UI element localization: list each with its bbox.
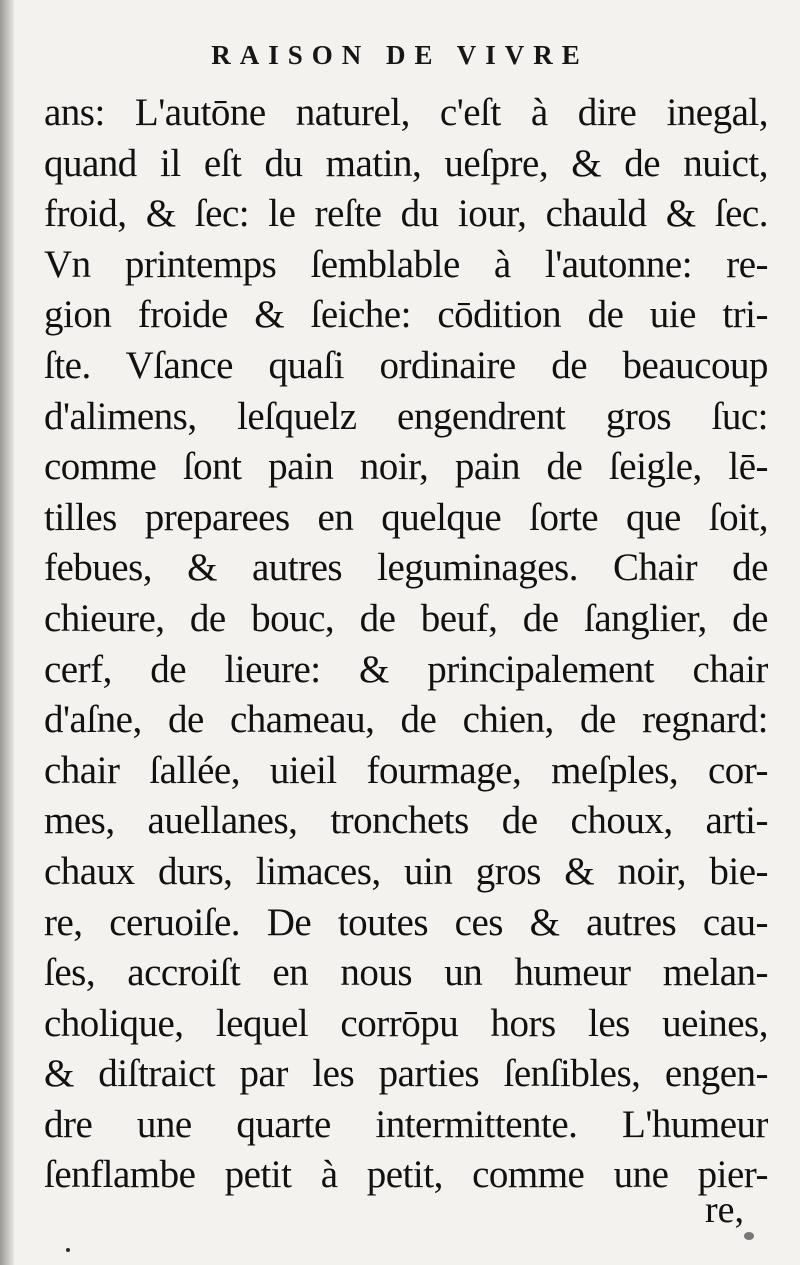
body-text — [44, 88, 768, 1201]
text-line: gion froide & ſeiche: cōdition de uie tri- — [44, 293, 768, 337]
catchword: re, — [704, 1189, 744, 1231]
text-line: comme ſont pain noir, pain de ſeigle, lē- — [44, 445, 768, 489]
text-line: d'alimens, leſquelz engendrent gros ſuc: — [44, 394, 768, 438]
text-line: tilles preparees en quelque ſorte que ſoit, — [44, 495, 768, 539]
text-line: ſes, accroiſt en nous un humeur melan- — [44, 951, 768, 995]
text-line: ſenflambe petit à petit, comme une pier- — [44, 1153, 768, 1197]
text-line: ans: L'autōne naturel, c'eſt à dire inegal, — [44, 91, 768, 134]
text-line: chieure, de bouc, de beuf, de ſanglier, de — [44, 596, 768, 640]
text-line: chaux durs, limaces, uin gros & noir, bie- — [44, 849, 768, 893]
text-line: ſte. Vſance quaſi ordinaire de beaucoup — [44, 343, 768, 387]
text-line: Vn printemps ſemblable à l'autonne: re- — [44, 242, 768, 286]
ink-speck — [744, 1232, 754, 1240]
ink-speck — [66, 1248, 70, 1252]
text-line: chair ſallée, uieil fourmage, meſples, cor- — [44, 748, 768, 792]
text-line: dre une quarte intermittente. L'humeur — [44, 1102, 768, 1146]
text-line: cerf, de lieure: & principalement chair — [44, 647, 768, 691]
text-line: d'aſne, de chameau, de chien, de regnard: — [44, 698, 768, 742]
text-line: febues, & autres leguminages. Chair de — [44, 546, 768, 590]
text-line: re, ceruoiſe. De toutes ces & autres cau- — [44, 900, 768, 944]
text-line: & diſtraict par les parties ſenſibles, engen- — [44, 1052, 768, 1096]
text-line: cholique, lequel corrōpu hors les ueines, — [44, 1001, 768, 1045]
text-line: froid, & ſec: le reſte du iour, chauld & ſec. — [44, 192, 768, 236]
text-line: quand il eſt du matin, ueſpre, & de nuict, — [44, 141, 768, 185]
running-head: RAISON DE VIVRE — [211, 40, 589, 70]
text-line: mes, auellanes, tronchets de choux, arti- — [44, 799, 768, 843]
